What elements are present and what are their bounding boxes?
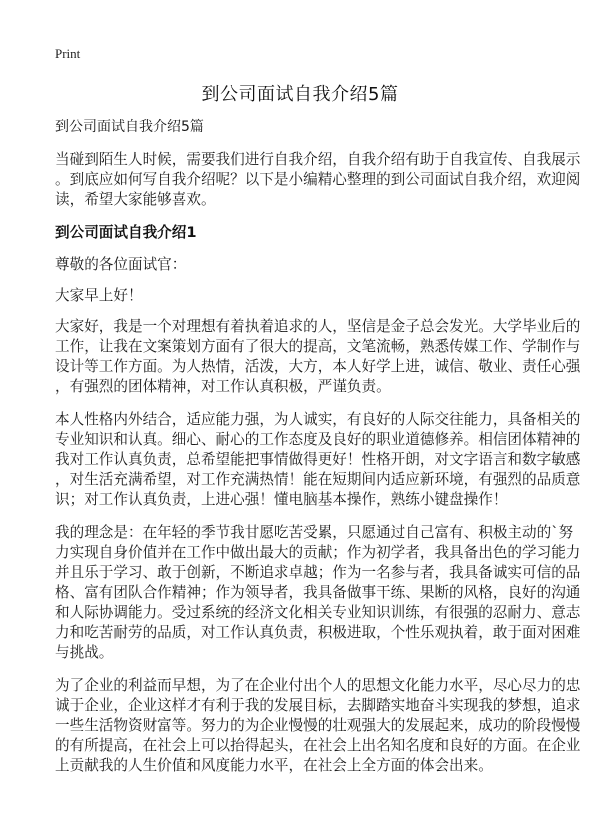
- body-paragraph: [55, 317, 581, 397]
- text-line: 和人际协调能力。受过系统的经济文化相关专业知识训练，有很强的忍耐力、意志: [55, 604, 581, 621]
- text-line: 的有所提高，在社会上可以抬得起头，在社会上出名知名度和良好的方面。在企业: [55, 737, 581, 754]
- body-paragraph: [55, 676, 581, 776]
- salutation: 尊敬的各位面试官：: [55, 256, 187, 273]
- text-line: 我对工作认真负责，总希望能把事情做得更好！性格开朗，对文字语言和数字敏感: [55, 451, 581, 468]
- text-line: 诚于企业，企业这样才有利于我的发展目标，去脚踏实地奋斗实现我的梦想，追求: [55, 697, 581, 714]
- text-line: 设计等工作方面。为人热情，活泼，大方，本人好学上进，诚信、敬业、责任心强: [55, 358, 581, 375]
- text-line: 我的理念是：在年轻的季节我甘愿吃苦受累，只愿通过自己富有、积极主动的`努: [55, 524, 574, 541]
- text-line: 力实现自身价值并在工作中做出最大的贡献；作为初学者，我具备出色的学习能力: [55, 544, 581, 561]
- intro-paragraph: [55, 150, 581, 210]
- text-line: 识；对工作认真负责，上进心强！懂电脑基本操作，熟练小键盘操作！: [55, 491, 508, 508]
- text-line: 。到底应如何写自我介绍呢？以下是小编精心整理的到公司面试自我介绍，欢迎阅: [55, 171, 581, 188]
- text-line: 并且乐于学习、敢于创新，不断追求卓越；作为一名参与者，我具备诚实可信的品: [55, 564, 581, 581]
- body-paragraph: [55, 523, 581, 663]
- text-line: 上贡献我的人生价值和风度能力水平，在社会上全方面的体会出来。: [55, 757, 493, 774]
- document-body: [55, 117, 581, 789]
- greeting: 大家早上好！: [55, 287, 143, 304]
- text-line: 格、富有团队合作精神；作为领导者，我具备做事干练、果断的风格，良好的沟通: [55, 584, 581, 601]
- body-paragraph: [55, 410, 581, 510]
- text-line: 一些生活物资财富等。努力的为企业慢慢的壮观强大的发展起来，成功的阶段慢慢: [55, 717, 581, 734]
- text-line: 本人性格内外结合，适应能力强，为人诚实，有良好的人际交往能力，具备相关的: [55, 411, 581, 428]
- text-line: 与挑战。: [55, 644, 114, 661]
- document-subtitle: 到公司面试自我介绍5篇: [55, 119, 204, 135]
- document-title: 到公司面试自我介绍5篇: [201, 84, 399, 105]
- text-line: 工作，让我在文案策划方面有了很大的提高，文笔流畅，熟悉传媒工作、学制作与: [55, 338, 581, 355]
- text-line: 大家好，我是一个对理想有着执着追求的人，坚信是金子总会发光。大学毕业后的: [55, 318, 581, 335]
- text-line: ，对生活充满希望，对工作充满热情！能在短期间内适应新环境，有强烈的品质意: [55, 471, 581, 488]
- text-line: 读，希望大家能够喜欢。: [55, 191, 216, 208]
- text-line: 专业知识和认真。细心、耐心的工作态度及良好的职业道德修养。相信团体精神的: [55, 431, 581, 448]
- text-line: 当碰到陌生人时候，需要我们进行自我介绍，自我介绍有助于自我宣传、自我展示: [55, 151, 581, 168]
- text-line: 力和吃苦耐劳的品质，对工作认真负责，积极进取，个性乐观执着，敢于面对困难: [55, 624, 581, 641]
- section-heading: 到公司面试自我介绍1: [55, 224, 197, 241]
- text-line: ，有强烈的团体精神，对工作认真积极，严谨负责。: [55, 378, 391, 395]
- print-label: Print: [55, 46, 81, 61]
- text-line: 为了企业的利益而早想，为了在企业付出个人的思想文化能力水平，尽心尽力的忠: [55, 677, 581, 694]
